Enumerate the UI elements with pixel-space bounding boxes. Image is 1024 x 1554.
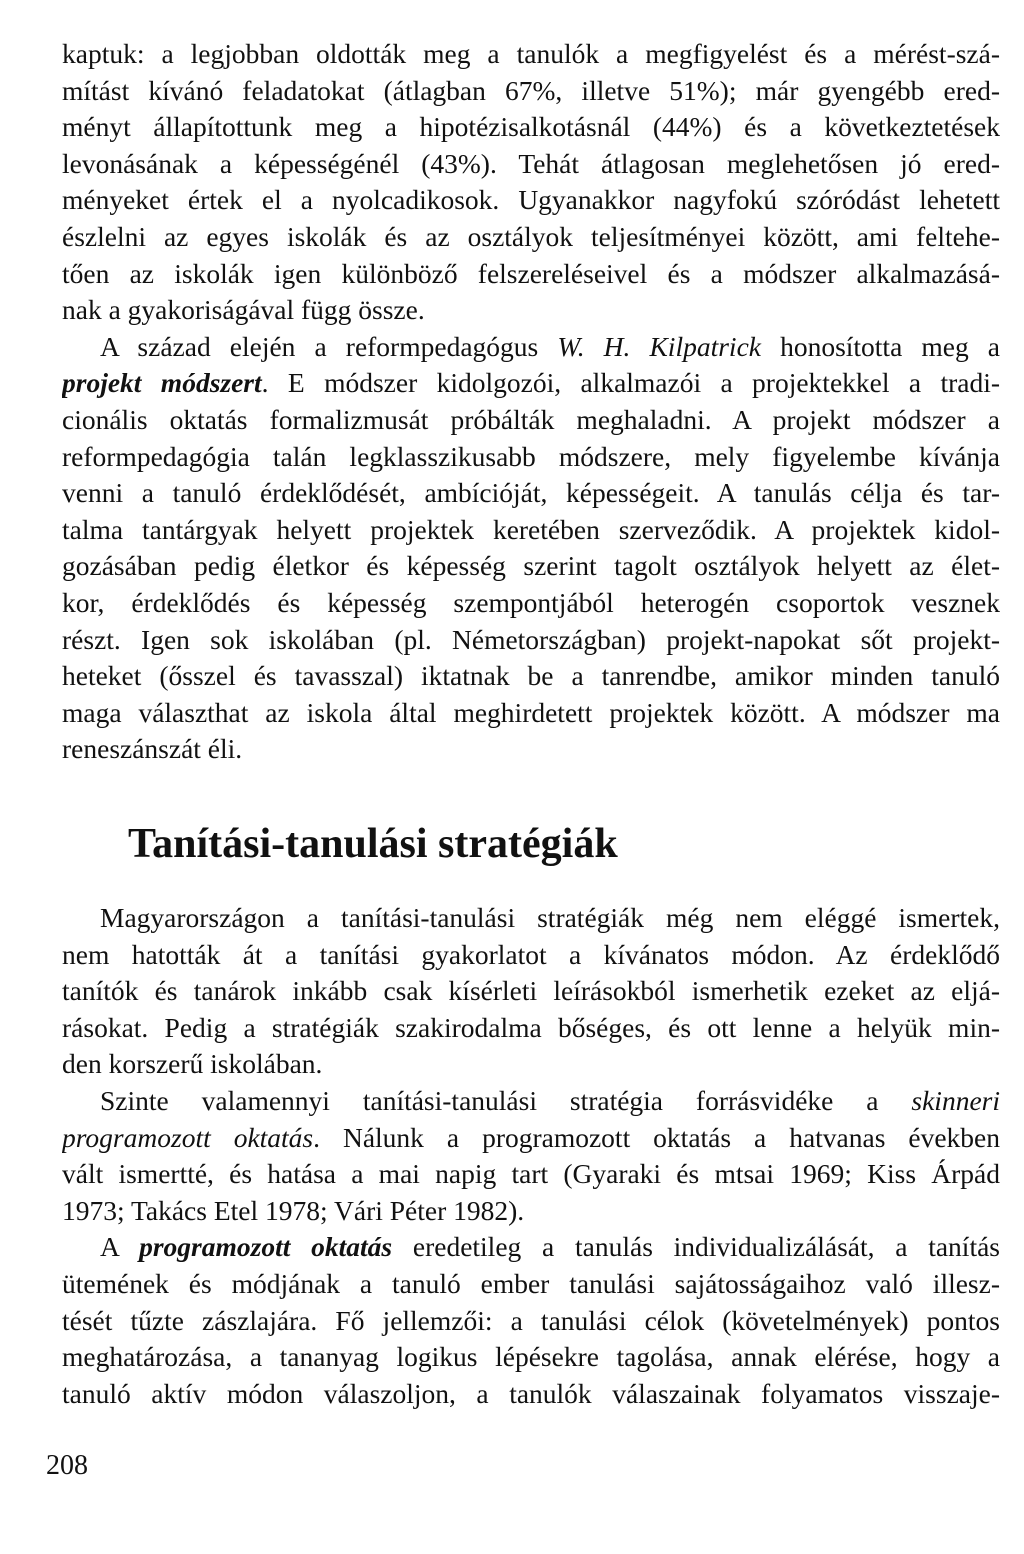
text-line: 1973; Takács Etel 1978; Vári Péter 1982).: [62, 1194, 525, 1226]
text-run: . E módszer kidolgozói, alkalmazói a projektekkel a tradi-: [261, 367, 1000, 399]
text-line: meghatározása, a tananyag logikus lépésekre tagolása, annak elérése, hogy a: [62, 1341, 1000, 1373]
text-line: [62, 1083, 1000, 1120]
text-line: észlelni az egyes iskolák és az osztályok teljesítményei között, ami feltehe-: [62, 220, 1000, 252]
text-line: vált ismertté, és hatása a mai napig tart (Gyaraki és mtsai 1969; Kiss Árpád: [62, 1158, 1000, 1190]
text-line: ményt állapítottunk meg a hipotézisalkotásnál (44%) és a következtetések: [62, 111, 1000, 143]
text-line: ütemének és módjának a tanuló ember tanulási sajátosságaihoz való illesz-: [62, 1267, 1000, 1299]
paragraph-strategies-intro: [62, 900, 1000, 1083]
text-line: nem hatották át a tanítási gyakorlatot a kívánatos módon. Az érdeklődő: [62, 938, 1000, 970]
text-line: [62, 329, 1000, 366]
text-line: kaptuk: a legjobban oldották meg a tanulók a megfigyelést és a mérést-szá-: [62, 38, 1000, 69]
text-line: gozásában pedig életkor és képesség szerint tagolt osztályok helyett az élet-: [62, 550, 1000, 582]
text-line: reformpedagógia talán legklasszikusabb módszere, mely figyelembe kívánja: [62, 440, 1000, 472]
text-line: talma tantárgyak helyett projektek keretében szerveződik. A projektek kidol-: [62, 513, 1000, 545]
text-line: ményeket értek el a nyolcadikosok. Ugyanakkor nagyfokú szóródást lehetett: [62, 184, 1000, 216]
text-line: reneszánszát éli.: [62, 733, 243, 765]
text-line: [62, 1229, 1000, 1266]
paragraph-results: [62, 36, 1000, 329]
term-projekt-modszer: projekt módszert: [62, 367, 262, 399]
term-programozott-oktatas: programozott oktatás: [62, 1121, 314, 1153]
text-block-bottom: [62, 900, 1000, 1412]
text-run: Szinte valamennyi tanítási-tanulási stratégia forrásvidéke a: [100, 1084, 912, 1116]
author-name: W. H. Kilpatrick: [557, 330, 761, 362]
text-line: tanítók és tanárok inkább csak kísérleti leírásokból ismerhetik ezeket az eljá-: [62, 975, 1000, 1007]
text-run: . Nálunk a programozott oktatás a hatvanas években: [313, 1121, 1000, 1153]
text-line: [62, 365, 1000, 402]
term-programozott-oktatas-bold: programozott oktatás: [139, 1231, 393, 1263]
text-block-top: [62, 36, 1000, 768]
text-line: den korszerű iskolában.: [62, 1048, 323, 1080]
paragraph-skinner: [62, 1083, 1000, 1229]
text-line: tését tűzte zászlajára. Fő jellemzői: a tanulási célok (követelmények) pontos: [62, 1304, 1000, 1336]
term-skinneri: skinneri: [911, 1084, 1000, 1116]
text-line: [62, 1120, 1000, 1157]
text-line: maga választhat az iskola által meghirdetett projektek között. A módszer ma: [62, 696, 1000, 728]
paragraph-project-method: [62, 329, 1000, 768]
text-run: honosította meg a: [760, 330, 1000, 362]
text-line: tően az iskolák igen különböző felszereléseivel és a módszer alkalmazásá-: [62, 257, 1000, 289]
text-line: nak a gyakoriságával függ össze.: [62, 294, 425, 326]
text-run: eredetileg a tanulás individualizálását, a tanítás: [392, 1231, 1000, 1263]
text-line: tanuló aktív módon válaszoljon, a tanulók válaszainak folyamatos visszaje-: [62, 1377, 1000, 1409]
page-number: 208: [46, 1450, 88, 1481]
text-line: Magyarországon a tanítási-tanulási stratégiák még nem eléggé ismertek,: [100, 902, 1000, 933]
text-line: cionális oktatás formalizmusát próbálták meghaladni. A projekt módszer a: [62, 403, 1000, 435]
text-line: kor, érdeklődés és képesség szempontjából heterogén csoportok vesznek: [62, 586, 1000, 618]
text-line: levonásának a képességénél (43%). Tehát átlagosan meglehetősen jó ered-: [62, 147, 1000, 179]
text-line: venni a tanuló érdeklődését, ambícióját, képességeit. A tanulás célja és tar-: [62, 477, 1000, 509]
text-line: heteket (ősszel és tavasszal) iktatnak be a tanrendbe, amikor minden tanuló: [62, 660, 1000, 692]
text-run: A század elején a reformpedagógus: [100, 330, 558, 362]
text-line: rásokat. Pedig a stratégiák szakirodalma bőséges, és ott lenne a helyük min-: [62, 1011, 1000, 1043]
text-run: A: [100, 1231, 140, 1263]
text-line: részt. Igen sok iskolában (pl. Németországban) projekt-napokat sőt projekt-: [62, 623, 1000, 655]
text-line: mítást kívánó feladatokat (átlagban 67%, illetve 51%); már gyengébb ered-: [62, 74, 1000, 106]
section-heading: Tanítási-tanulási stratégiák: [128, 821, 618, 867]
paragraph-programmed-teaching: [62, 1229, 1000, 1412]
